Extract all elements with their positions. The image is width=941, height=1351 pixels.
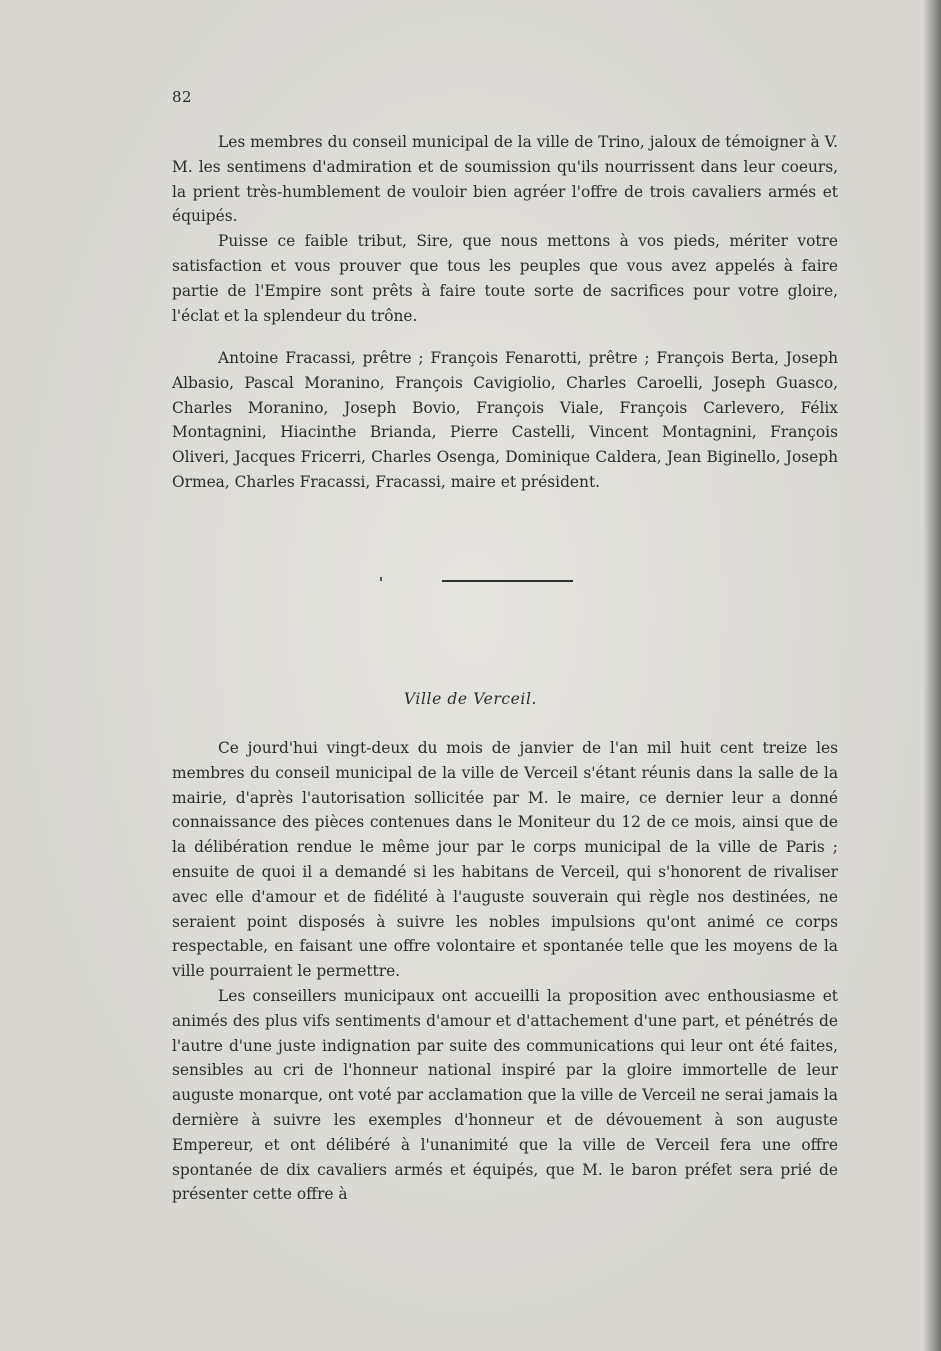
page-edge-shadow [923,0,941,1351]
ink-speck [380,577,382,581]
signatories-block [172,346,838,495]
section-separator-rule [442,580,573,582]
verceil-paragraph-1: Ce jourd'hui vingt-deux du mois de janvier de l'an mil huit cent treize les membres du conseil municipal de la ville de Verceil s'étant réunis dans la salle de la mairie, d'après l'autorisation sollicitée par M. le maire, ce dernier leur a donné connaissance des pièces contenues dans le Moniteur du 12 de ce mois, ainsi que de la délibération rendue le même jour par le corps municipal de la ville de Paris ; ensuite de quoi il a demandé si les habitans de Verceil, qui s'honorent de rivaliser avec elle d'amour et de fidélité à l'auguste souverain qui règle nos destinées, ne seraient point disposés à suivre les nobles impulsions qu'ont animé ce corps respectable, en faisant une offre volontaire et spontanée telle que les moyens de la ville pourraient le permettre. [172,739,838,981]
petition-paragraph-1: Les membres du conseil municipal de la ville de Trino, jaloux de témoigner à V. M. les sentimens d'admiration et de soumission qu'ils nourrissent dans leur coeurs, la prient très-humblement de vouloir bien agréer l'offre de trois cavaliers armés et équipés. [172,133,838,226]
section-heading: Ville de Verceil. [403,690,538,708]
verceil-deliberation [172,736,838,1207]
verceil-paragraph-2: Les conseillers municipaux ont accueilli la proposition avec enthousiasme et animés des plus vifs sentiments d'amour et d'attachement d'une part, et pénétrés de l'autre d'une juste indignation par suite des communications qui leur ont été faites, sensibles au cri de l'honneur national inspiré par la gloire immortelle de leur auguste monarque, ont voté par acclamation que la ville de Verceil ne serai jamais la dernière à suivre les exemples d'honneur et de dévouement à son auguste Empereur, et ont délibéré à l'unanimité que la ville de Verceil fera une offre spontanée de dix cavaliers armés et équipés, que M. le baron préfet sera prié de présenter cette offre à [172,986,838,1204]
page-number: 82 [172,88,193,106]
trino-petition [172,130,838,328]
petition-paragraph-2: Puisse ce faible tribut, Sire, que nous mettons à vos pieds, mériter votre satisfaction et vous prouver que tous les peuples que vous avez appelés à faire partie de l'Empire sont prêts à faire toute sorte de sacrifices pour votre gloire, l'éclat et la splendeur du trône. [172,232,838,325]
signatories-paragraph: Antoine Fracassi, prêtre ; François Fenarotti, prêtre ; François Berta, Joseph Albasio, Pascal Moranino, François Cavigiolio, Charles Caroelli, Joseph Guasco, Charles Moranino, Joseph Bovio, François Viale, François Carlevero, Félix Montagnini, Hiacinthe Brianda, Pierre Castelli, Vincent Montagnini, François Oliveri, Jacques Fricerri, Charles Osenga, Dominique Caldera, Jean Biginello, Joseph Ormea, Charles Fracassi, Fracassi, maire et président. [172,349,838,491]
